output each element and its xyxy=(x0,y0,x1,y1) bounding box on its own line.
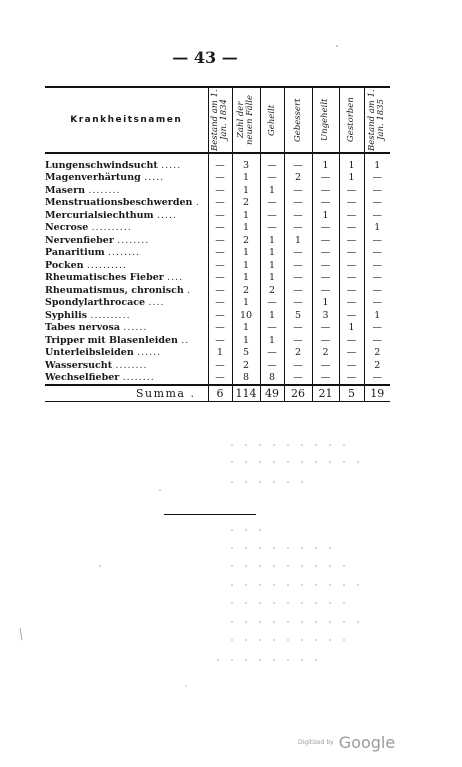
count-cell: — xyxy=(208,272,232,285)
count-cell: 8 xyxy=(232,372,260,385)
sum-cell: 114 xyxy=(232,385,260,401)
count-cell: — xyxy=(260,210,284,223)
count-cell: — xyxy=(364,235,390,248)
count-cell: — xyxy=(208,360,232,373)
page-number: — 43 — xyxy=(172,48,238,67)
count-cell: — xyxy=(208,297,232,310)
count-cell: 1 xyxy=(260,260,284,273)
count-cell: — xyxy=(260,322,284,335)
count-cell: — xyxy=(339,272,364,285)
sum-cell: 49 xyxy=(260,385,284,401)
count-cell: 1 xyxy=(232,297,260,310)
leader-dots: .......... xyxy=(91,222,132,234)
count-cell: — xyxy=(284,260,312,273)
count-cell: — xyxy=(208,285,232,298)
count-cell: — xyxy=(312,247,339,260)
count-cell: — xyxy=(339,222,364,235)
count-cell: — xyxy=(339,210,364,223)
sum-label: Summa . xyxy=(45,385,208,401)
count-cell: 5 xyxy=(284,310,312,323)
leader-dots: ........ xyxy=(115,359,148,371)
disease-name: Menstruationsbeschwerden xyxy=(45,197,193,209)
disease-name: Magenverhärtung xyxy=(45,172,141,184)
count-cell: — xyxy=(284,272,312,285)
count-cell: — xyxy=(260,360,284,373)
count-cell: — xyxy=(339,335,364,348)
count-cell: — xyxy=(339,247,364,260)
count-cell: — xyxy=(208,372,232,385)
count-cell: 2 xyxy=(232,285,260,298)
count-cell: 1 xyxy=(232,247,260,260)
leader-dots: . xyxy=(195,197,200,209)
leader-dots: ........ xyxy=(117,234,150,246)
count-cell: 2 xyxy=(284,347,312,360)
count-cell: — xyxy=(364,322,390,335)
count-cell: — xyxy=(312,335,339,348)
count-cell: — xyxy=(312,260,339,273)
count-cell: — xyxy=(339,185,364,198)
count-cell: 1 xyxy=(364,222,390,235)
count-cell: — xyxy=(260,172,284,185)
count-cell: — xyxy=(284,185,312,198)
count-cell: 1 xyxy=(208,347,232,360)
disease-name: Nervenfieber xyxy=(45,234,114,246)
disease-name: Rheumatisches Fieber xyxy=(45,272,164,284)
leader-dots: .. xyxy=(181,334,190,346)
count-cell: — xyxy=(284,297,312,310)
count-cell: — xyxy=(364,285,390,298)
leader-dots: ...... xyxy=(123,322,148,334)
count-cell: — xyxy=(312,185,339,198)
leader-dots: .......... xyxy=(86,259,128,271)
column-header-label: Bestand am 1. Jan. 1834 xyxy=(210,89,229,151)
count-cell: — xyxy=(339,297,364,310)
sum-cell: 19 xyxy=(364,385,390,401)
leader-dots: . xyxy=(187,284,192,296)
count-cell: 1 xyxy=(339,322,364,335)
count-cell: — xyxy=(339,372,364,385)
disease-name: Spondylarthrocace xyxy=(45,297,146,309)
count-cell: — xyxy=(284,247,312,260)
count-cell: 1 xyxy=(312,153,339,172)
count-cell: 1 xyxy=(339,172,364,185)
count-cell: 1 xyxy=(232,222,260,235)
leader-dots: ........ xyxy=(122,372,155,383)
leader-dots: .... xyxy=(167,272,184,284)
digitized-by-google-watermark xyxy=(298,732,395,752)
count-cell: — xyxy=(260,222,284,235)
column-header-label: Zahl der neuen Fälle xyxy=(236,94,255,146)
count-cell: — xyxy=(260,197,284,210)
count-cell: — xyxy=(208,185,232,198)
count-cell: — xyxy=(339,260,364,273)
disease-name: Syphilis xyxy=(45,309,88,321)
count-cell: — xyxy=(208,260,232,273)
count-cell: — xyxy=(260,297,284,310)
count-cell: — xyxy=(208,310,232,323)
disease-name: Panaritium xyxy=(45,247,105,259)
count-cell: 1 xyxy=(260,185,284,198)
count-cell: — xyxy=(208,197,232,210)
count-cell: 1 xyxy=(364,310,390,323)
count-cell: — xyxy=(284,210,312,223)
count-cell: 1 xyxy=(260,272,284,285)
count-cell: 2 xyxy=(364,347,390,360)
count-cell: — xyxy=(312,272,339,285)
sum-cell: 21 xyxy=(312,385,339,401)
leader-dots: .......... xyxy=(90,309,131,321)
count-cell: — xyxy=(339,347,364,360)
count-cell: 1 xyxy=(232,172,260,185)
count-cell: 1 xyxy=(232,185,260,198)
count-cell: 10 xyxy=(232,310,260,323)
count-cell: — xyxy=(312,235,339,248)
count-cell: — xyxy=(339,285,364,298)
count-cell: 1 xyxy=(312,210,339,223)
disease-name: Necrose xyxy=(45,222,89,234)
sum-cell: 6 xyxy=(208,385,232,401)
count-cell: 2 xyxy=(232,360,260,373)
count-cell: — xyxy=(208,210,232,223)
count-cell: — xyxy=(312,285,339,298)
count-cell: 1 xyxy=(339,153,364,172)
count-cell: 1 xyxy=(364,153,390,172)
count-cell: 2 xyxy=(260,285,284,298)
leader-dots: ...... xyxy=(137,347,162,359)
leader-dots: ........ xyxy=(108,247,141,259)
disease-name: Masern xyxy=(45,184,85,196)
leader-dots: ..... xyxy=(156,209,178,221)
count-cell: — xyxy=(339,235,364,248)
column-header-label: Bestand am 1. Jan. 1835 xyxy=(367,89,387,151)
count-cell: — xyxy=(364,297,390,310)
count-cell: 1 xyxy=(312,297,339,310)
count-cell: — xyxy=(364,185,390,198)
column-header-label: Geheilt xyxy=(266,104,277,136)
count-cell: — xyxy=(208,335,232,348)
count-cell: — xyxy=(260,153,284,172)
count-cell: 3 xyxy=(232,153,260,172)
count-cell: 1 xyxy=(232,322,260,335)
count-cell: — xyxy=(364,272,390,285)
count-cell: — xyxy=(284,197,312,210)
count-cell: — xyxy=(312,372,339,385)
count-cell: 2 xyxy=(284,172,312,185)
leader-dots: ..... xyxy=(161,160,182,171)
count-cell: — xyxy=(284,372,312,385)
count-cell: — xyxy=(364,247,390,260)
count-cell: — xyxy=(208,172,232,185)
disease-name: Lungenschwindsucht xyxy=(45,160,158,171)
count-cell: 1 xyxy=(260,247,284,260)
count-cell: 1 xyxy=(232,335,260,348)
count-cell: — xyxy=(208,153,232,172)
disease-name: Rheumatismus, chronisch xyxy=(45,284,184,296)
count-cell: — xyxy=(364,197,390,210)
count-cell: — xyxy=(312,222,339,235)
count-cell: — xyxy=(260,347,284,360)
count-cell: — xyxy=(339,310,364,323)
leader-dots: ........ xyxy=(88,184,121,196)
column-header-label: Gebessert xyxy=(292,98,303,142)
leader-dots: .... xyxy=(148,297,165,309)
count-cell: — xyxy=(364,172,390,185)
watermark-prefix: Digitized by xyxy=(298,739,334,746)
sum-cell: 26 xyxy=(284,385,312,401)
count-cell: 1 xyxy=(284,235,312,248)
count-cell: — xyxy=(208,322,232,335)
count-cell: 2 xyxy=(232,235,260,248)
disease-name: Tripper mit Blasenleiden xyxy=(45,334,178,346)
count-cell: — xyxy=(284,360,312,373)
count-cell: — xyxy=(208,247,232,260)
count-cell: 2 xyxy=(364,360,390,373)
count-cell: 1 xyxy=(260,335,284,348)
count-cell: — xyxy=(208,222,232,235)
count-cell: 1 xyxy=(232,210,260,223)
count-cell: — xyxy=(284,285,312,298)
count-cell: 1 xyxy=(232,272,260,285)
sum-cell: 5 xyxy=(339,385,364,401)
count-cell: — xyxy=(208,235,232,248)
count-cell: 8 xyxy=(260,372,284,385)
disease-name: Wechselfieber xyxy=(45,372,120,383)
count-cell: — xyxy=(339,197,364,210)
count-cell: — xyxy=(284,335,312,348)
count-cell: 1 xyxy=(260,235,284,248)
count-cell: — xyxy=(312,360,339,373)
count-cell: 2 xyxy=(312,347,339,360)
count-cell: 1 xyxy=(232,260,260,273)
google-logo: Google xyxy=(338,733,396,752)
count-cell: — xyxy=(312,322,339,335)
count-cell: — xyxy=(284,222,312,235)
count-cell: — xyxy=(312,197,339,210)
column-header-disease-name: Krankheitsnamen xyxy=(45,87,208,153)
count-cell: 3 xyxy=(312,310,339,323)
disease-name: Wassersucht xyxy=(45,359,113,371)
count-cell: 1 xyxy=(260,310,284,323)
disease-name: Unterleibsleiden xyxy=(45,347,134,359)
count-cell: 5 xyxy=(232,347,260,360)
leader-dots: ..... xyxy=(144,172,165,184)
count-cell: — xyxy=(284,153,312,172)
column-header-label: Ungeheilt xyxy=(320,98,330,142)
disease-name: Pocken xyxy=(45,259,84,271)
disease-name: Tabes nervosa xyxy=(45,322,120,334)
count-cell: — xyxy=(364,260,390,273)
count-cell: — xyxy=(284,322,312,335)
count-cell: — xyxy=(312,172,339,185)
count-cell: — xyxy=(364,210,390,223)
count-cell: — xyxy=(364,335,390,348)
count-cell: — xyxy=(364,372,390,385)
column-header-label: Gestorben xyxy=(346,97,356,143)
count-cell: 2 xyxy=(232,197,260,210)
count-cell: — xyxy=(339,360,364,373)
disease-name: Mercurialsiechthum xyxy=(45,209,154,221)
